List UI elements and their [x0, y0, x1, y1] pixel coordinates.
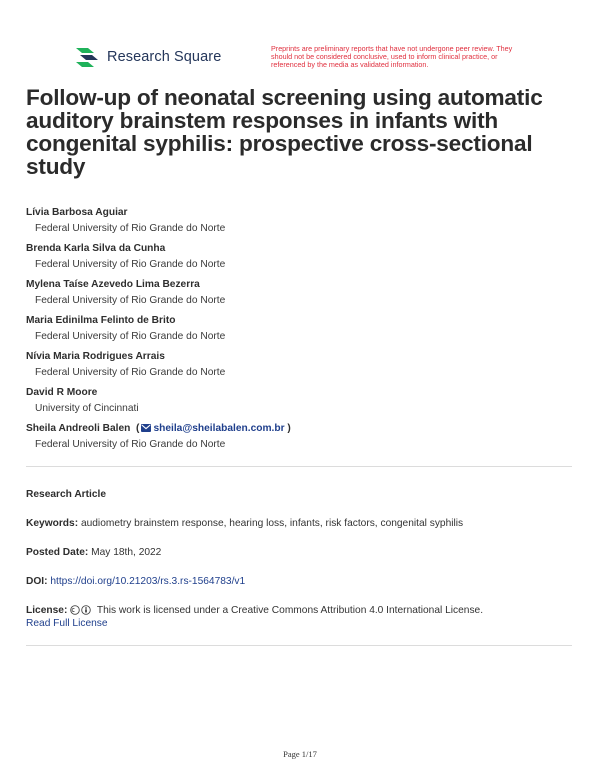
author-affiliation: Federal University of Rio Grande do Norte [35, 331, 226, 342]
author-name: Mylena Taíse Azevedo Lima Bezerra [26, 279, 200, 290]
article-type-value: Research Article [26, 489, 107, 500]
license-row [26, 604, 572, 630]
article-type [26, 488, 572, 501]
author-name: Lívia Barbosa Aguiar [26, 207, 128, 218]
author-entry [26, 314, 566, 350]
author-name: Brenda Karla Silva da Cunha [26, 243, 166, 254]
keywords-row [26, 517, 572, 530]
paper-title: Follow-up of neonatal screening using automatic auditory brainstem responses in infants with congenital syphilis: prospective cross-sectional study [26, 85, 543, 179]
corresponding-author-name: Sheila Andreoli Balen [26, 423, 131, 434]
keywords-value: audiometry brainstem response, hearing loss, infants, risk factors, congenital syphilis [80, 518, 464, 529]
email-close-paren: ) [284, 423, 291, 434]
author-entry [26, 386, 566, 422]
creative-commons-icon [70, 605, 92, 615]
author-affiliation: University of Cincinnati [35, 403, 139, 414]
keywords-label: Keywords: [26, 518, 79, 529]
author-affiliation: Federal University of Rio Grande do Norte [35, 367, 226, 378]
posted-date-row [26, 546, 572, 559]
email-open-paren: ( [133, 423, 140, 434]
author-email-link[interactable]: sheila@sheilabalen.com.br [153, 423, 285, 434]
author-entry [26, 350, 566, 386]
author-entry [26, 422, 566, 458]
author-affiliation: Federal University of Rio Grande do Norte [35, 259, 226, 270]
research-square-logo[interactable] [74, 44, 221, 70]
license-text: This work is licensed under a Creative Commons Attribution 4.0 International License. [96, 605, 484, 616]
read-full-license-link[interactable]: Read Full License [26, 618, 108, 629]
doi-row [26, 575, 572, 588]
envelope-icon [141, 424, 151, 432]
section-divider [26, 645, 572, 646]
author-affiliation: Federal University of Rio Grande do Norte [35, 439, 226, 450]
doi-label: DOI: [26, 576, 48, 587]
section-divider [26, 466, 572, 467]
author-entry [26, 206, 566, 242]
author-name: Nívia Maria Rodrigues Arrais [26, 351, 165, 362]
page-number: Page 1/17 [283, 749, 317, 759]
author-entry [26, 242, 566, 278]
preprint-disclaimer: Preprints are preliminary reports that have not undergone peer review. They should not be considered conclusive, used to inform clinical practice, or referenced by the media as validated information. [271, 44, 513, 69]
author-name [26, 422, 566, 435]
author-entry [26, 278, 566, 314]
logo-word-research: Research [107, 49, 170, 65]
research-square-logo-icon [74, 44, 100, 70]
license-label: License: [26, 605, 68, 616]
logo-wordmark [107, 49, 221, 65]
author-affiliation: Federal University of Rio Grande do Norte [35, 295, 226, 306]
logo-word-square: Square [174, 49, 222, 65]
author-list [26, 206, 566, 458]
author-affiliation: Federal University of Rio Grande do Norte [35, 223, 226, 234]
posted-date-label: Posted Date: [26, 547, 89, 558]
posted-date-value: May 18th, 2022 [91, 547, 162, 558]
doi-link[interactable]: https://doi.org/10.21203/rs.3.rs-1564783/v1 [50, 576, 246, 587]
author-name: Maria Edinilma Felinto de Brito [26, 315, 176, 326]
author-name: David R Moore [26, 387, 98, 398]
